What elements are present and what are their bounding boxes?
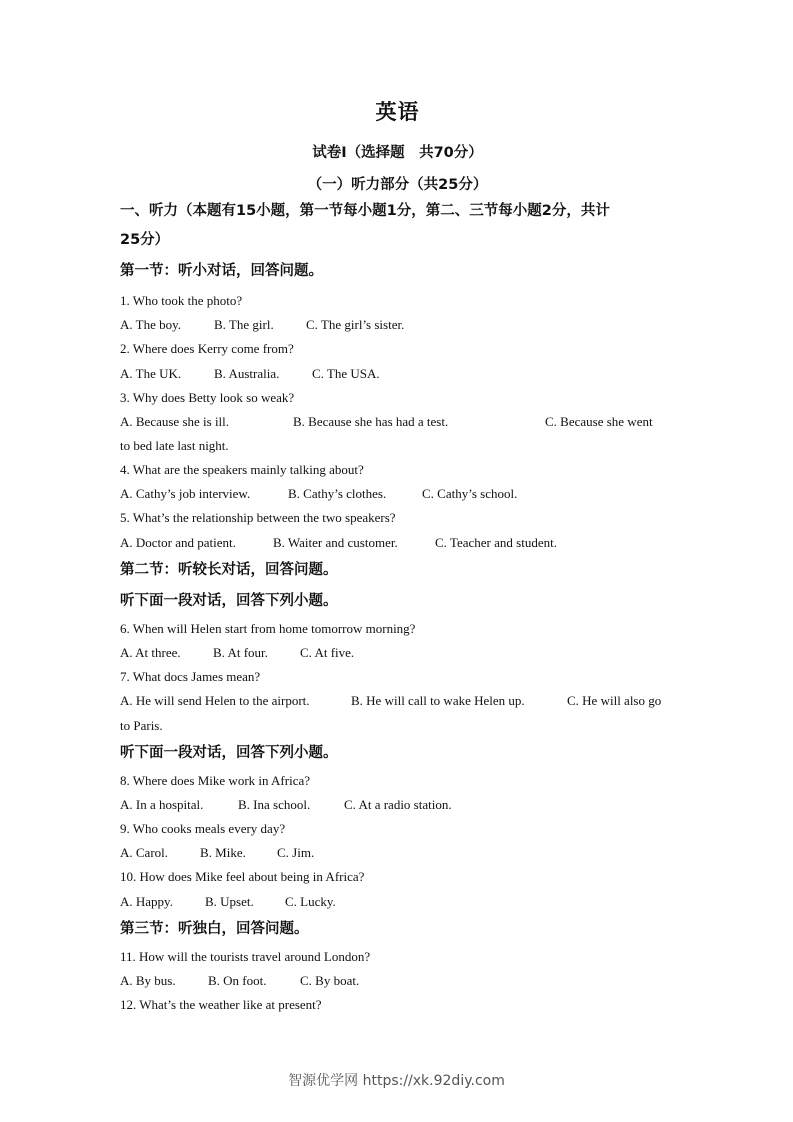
option-a: A. At three. [120,645,181,660]
part3-heading: 第三节：听独白，回答问题。 [120,921,309,937]
option-b: B. At four. [213,645,268,660]
question-9: 9. Who cooks meals every day? [120,821,286,836]
option-a: A. By bus. [120,973,176,988]
option-a: A. Happy. [120,894,173,909]
paper-label: 试卷Ⅰ（选择题 共70分） [312,145,483,161]
question-3: 3. Why does Betty look so weak? [120,390,295,405]
part-label: （一）听力部分（共25分） [307,177,488,193]
question-1: 1. Who took the photo? [120,293,243,308]
option-c: C. Because she went [545,414,653,429]
options-2 [120,366,675,382]
option-a: A. He will send Helen to the airport. [120,693,310,708]
page-title: 英语 [375,100,420,124]
option-c: C. The girl’s sister. [306,317,405,332]
question-6: 6. When will Helen start from home tomorrow morning? [120,621,416,636]
question-7: 7. What docs James mean? [120,669,261,684]
options-10 [120,894,675,910]
option-c: C. Lucky. [285,894,336,909]
question-11: 11. How will the tourists travel around London? [120,949,371,964]
option-b: B. Mike. [200,845,246,860]
option-b: B. Waiter and customer. [273,535,398,550]
option-b: B. On foot. [208,973,267,988]
question-2: 2. Where does Kerry come from? [120,341,294,356]
options-8 [120,797,675,813]
option-c-continued: to bed late last night. [120,438,229,453]
option-a: A. Because she is ill. [120,414,230,429]
option-b: B. Australia. [214,366,280,381]
options-1 [120,317,675,333]
options-4 [120,486,675,502]
option-a: A. In a hospital. [120,797,204,812]
option-c: C. Cathy’s school. [422,486,518,501]
option-b: B. The girl. [214,317,274,332]
section-heading-line1: 一、听力（本题有15小题，第一节每小题1分，第二、三节每小题2分，共计 [120,203,610,219]
part1-heading: 第一节：听小对话，回答问题。 [120,263,323,279]
options-11 [120,973,675,989]
options-6 [120,645,675,661]
option-a: A. Doctor and patient. [120,535,236,550]
option-b: B. He will call to wake Helen up. [351,693,525,708]
question-5: 5. What’s the relationship between the two speakers? [120,510,396,525]
option-c: C. Jim. [277,845,315,860]
question-10: 10. How does Mike feel about being in Africa? [120,869,365,884]
option-a: A. Carol. [120,845,169,860]
option-c-continued: to Paris. [120,718,163,733]
option-c: C. At a radio station. [344,797,452,812]
question-8: 8. Where does Mike work in Africa? [120,773,311,788]
option-c: C. By boat. [300,973,360,988]
dialogue-heading: 听下面一段对话，回答下列小题。 [120,593,338,609]
options-5 [120,535,675,551]
option-c: C. At five. [300,645,355,660]
options-7 [120,693,675,709]
option-b: B. Because she has had a test. [293,414,449,429]
option-c: C. Teacher and student. [435,535,557,550]
section-heading [120,197,675,255]
part2-heading: 第二节：听较长对话，回答问题。 [120,562,338,578]
dialogue-heading: 听下面一段对话，回答下列小题。 [120,745,338,761]
option-a: A. The UK. [120,366,182,381]
question-12: 12. What’s the weather like at present? [120,997,322,1012]
question-4: 4. What are the speakers mainly talking about? [120,462,364,477]
option-b: B. Cathy’s clothes. [288,486,387,501]
option-c: C. The USA. [312,366,380,381]
option-c: C. He will also go [567,693,662,708]
footer-watermark: 智源优学网 https://xk.92diy.com [288,1073,505,1089]
section-heading-line2: 25分） [120,232,170,248]
option-b: B. Ina school. [238,797,311,812]
option-a: A. The boy. [120,317,182,332]
options-3 [120,414,675,430]
option-b: B. Upset. [205,894,254,909]
options-9 [120,845,675,861]
option-a: A. Cathy’s job interview. [120,486,251,501]
